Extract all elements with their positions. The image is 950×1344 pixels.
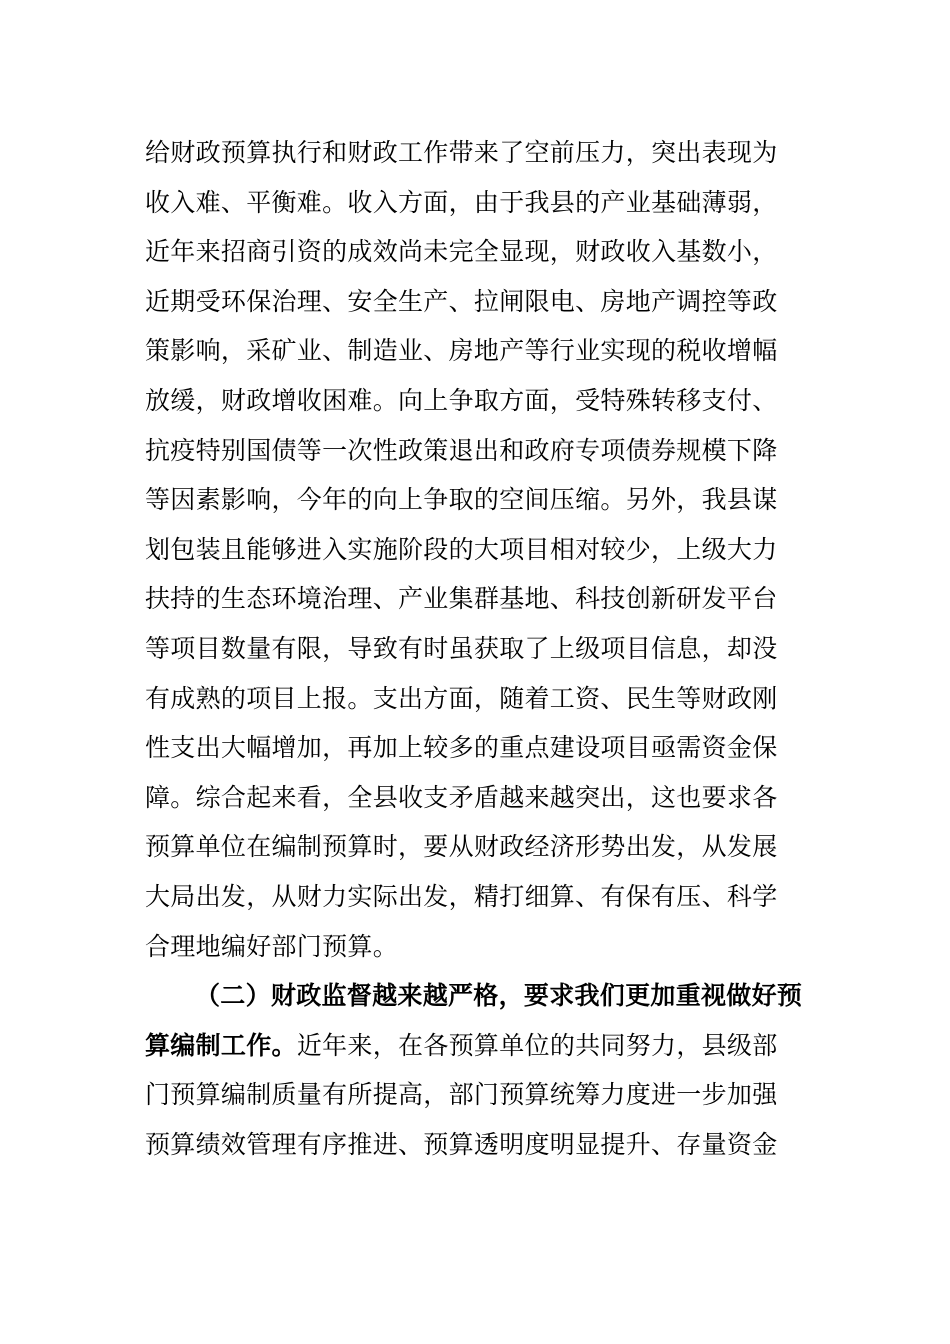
text-line: 收入难、平衡难。收入方面，由于我县的产业基础薄弱， <box>145 187 778 217</box>
section-heading: （二）财政监督越来越严格，要求我们更加重视做好预 <box>195 981 803 1011</box>
text-span: 近年来，在各预算单位的共同努力，县级部 <box>296 1030 778 1060</box>
text-line: 放缓，财政增收困难。向上争取方面，受特殊转移支付、 <box>145 385 778 415</box>
text-line: 性支出大幅增加，再加上较多的重点建设项目亟需资金保 <box>145 733 778 763</box>
text-line: 给财政预算执行和财政工作带来了空前压力，突出表现为 <box>145 138 778 167</box>
text-line: 近年来招商引资的成效尚未完全显现，财政收入基数小， <box>145 237 778 267</box>
text-line: 扶持的生态环境治理、产业集群基地、科技创新研发平台 <box>145 584 778 614</box>
paragraph-fiscal-supervision <box>145 971 815 1169</box>
text-line <box>145 1021 815 1071</box>
text-line: 等项目数量有限，导致有时虽获取了上级项目信息，却没 <box>145 633 778 663</box>
text-line: 预算单位在编制预算时，要从财政经济形势出发，从发展 <box>145 832 778 862</box>
text-line: 门预算编制质量有所提高，部门预算统筹力度进一步加强 <box>145 1080 778 1110</box>
text-line: 划包装且能够进入实施阶段的大项目相对较少，上级大力 <box>145 534 778 564</box>
document-body <box>145 128 815 1169</box>
text-line: 策影响，采矿业、制造业、房地产等行业实现的税收增幅 <box>145 336 778 366</box>
text-line: 抗疫特别国债等一次性政策退出和政府专项债券规模下降 <box>145 435 778 465</box>
text-line: 近期受环保治理、安全生产、拉闸限电、房地产调控等政 <box>145 286 778 316</box>
text-line: 大局出发，从财力实际出发，精打细算、有保有压、科学 <box>145 881 778 911</box>
text-line: 等因素影响，今年的向上争取的空间压缩。另外，我县谋 <box>145 485 778 515</box>
text-line: 预算绩效管理有序推进、预算透明度明显提升、存量资金 <box>145 1129 778 1159</box>
paragraph-financial-pressure <box>145 128 815 971</box>
text-line: 障。综合起来看，全县收支矛盾越来越突出，这也要求各 <box>145 782 778 812</box>
text-line: 有成熟的项目上报。支出方面，随着工资、民生等财政刚 <box>145 683 778 713</box>
section-heading-continued: 算编制工作。 <box>145 1030 297 1060</box>
text-line: 合理地编好部门预算。 <box>145 931 399 961</box>
